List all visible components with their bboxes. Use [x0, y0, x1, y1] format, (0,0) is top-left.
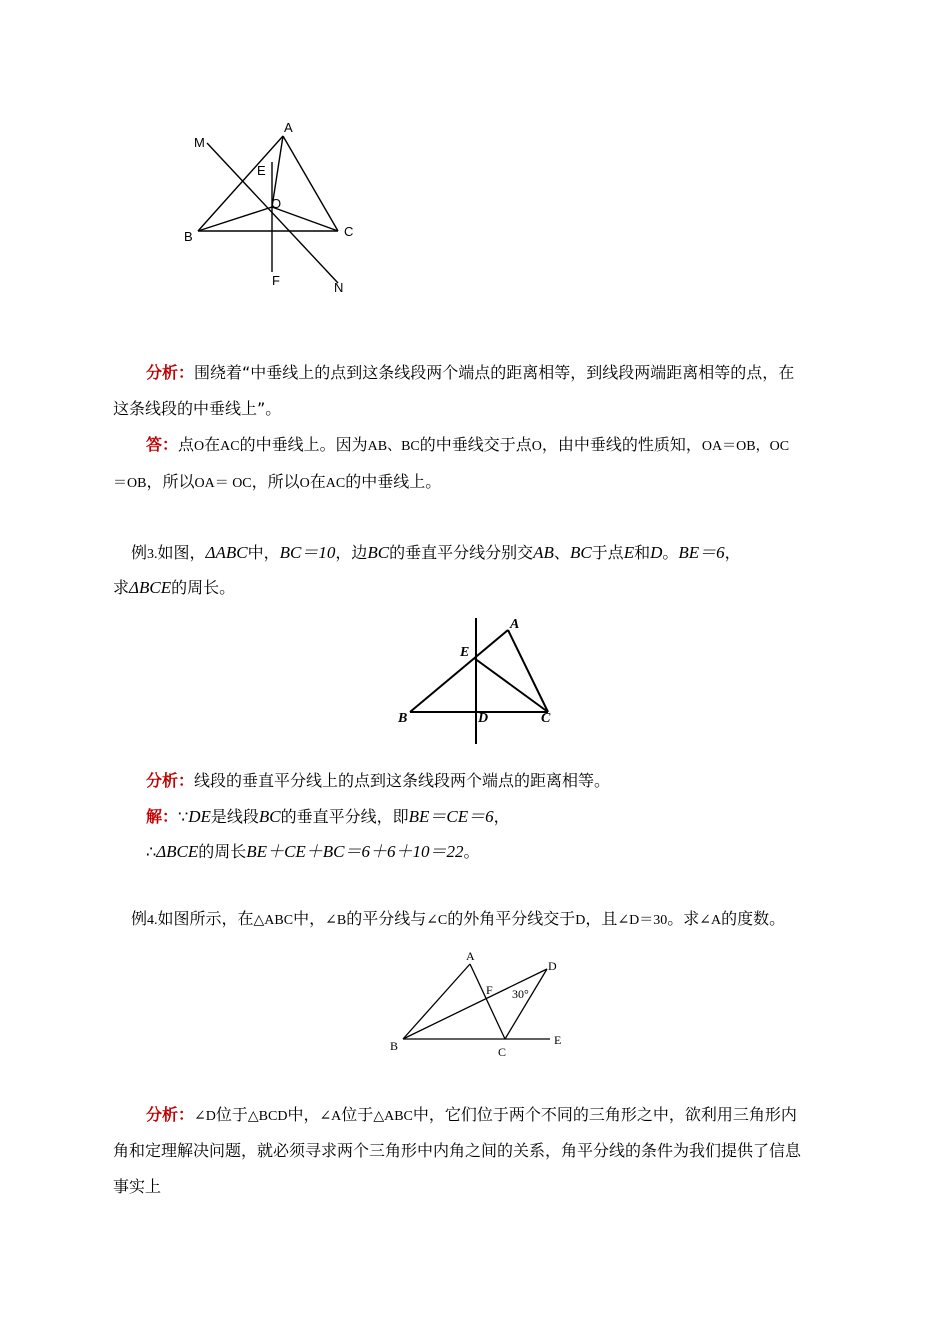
ex3-t16: D	[650, 543, 663, 562]
answer1-l2-t4: ，所以	[251, 472, 300, 491]
ex4-t14: ∠A	[699, 913, 722, 928]
label-E: E	[257, 163, 266, 178]
ex4-t8: ∠C	[426, 913, 448, 928]
ex4-t12: ∠D＝30	[617, 913, 668, 928]
ex4-t11: ，且	[585, 909, 618, 928]
ex4-t4: △ABC	[253, 913, 294, 928]
answer1-line2	[113, 469, 441, 492]
ex4-t9: 的外角平分线交于	[447, 909, 576, 928]
ex4-t10: D	[575, 913, 586, 928]
an3-t5: ∠A	[319, 1109, 342, 1124]
answer1-t2: O	[194, 439, 205, 454]
analysis3-line3	[113, 1174, 161, 1197]
ex3-l2-t1: 求	[113, 578, 130, 597]
figure-angle-bisectors	[0, 940, 950, 1070]
ex3-t18: BE＝6	[678, 543, 725, 562]
analysis3-label: 分析：	[146, 1105, 195, 1124]
answer1-l2-t6: 在	[309, 472, 326, 491]
ex3-t6: BC＝10	[279, 543, 336, 562]
analysis1-line1	[146, 360, 794, 383]
ex3-t13: 于点	[591, 543, 624, 562]
ex4-t5: 中，	[293, 909, 326, 928]
answer1-t4: AC	[220, 439, 240, 454]
sol2-t6: BE＝CE＝6	[408, 807, 494, 826]
analysis2-text: 线段的垂直平分线上的点到这条线段两个端点的距离相等。	[194, 771, 611, 790]
label-F: F	[272, 273, 280, 288]
label-D: D	[548, 959, 557, 973]
ex3-t4: ΔABC	[205, 543, 248, 562]
sol2-l2-t3: 的周长	[198, 842, 247, 861]
answer1-l2-t3: OA＝ OC	[194, 476, 252, 491]
answer1-t9: ，由中垂线的性质知，	[541, 435, 702, 454]
ex3-t9: 的垂直平分线分别交	[389, 543, 534, 562]
analysis1-line2	[113, 396, 281, 419]
segment-BA	[403, 964, 470, 1039]
example3-line2	[113, 575, 235, 598]
answer1-line1	[146, 432, 789, 455]
label-B: B	[398, 711, 408, 726]
label-A: A	[284, 120, 293, 135]
sol2-t1: ∵	[178, 807, 189, 826]
solution2-label: 解：	[146, 807, 179, 826]
ex3-t2: 3.	[147, 547, 158, 562]
ex3-t11: 、	[553, 543, 570, 562]
ex4-t15: 的度数。	[721, 909, 786, 928]
label-A: A	[466, 949, 475, 963]
sol2-t5: 的垂直平分线，即	[280, 807, 409, 826]
example4-line	[131, 906, 785, 929]
figure-perpendicular-bisectors	[0, 0, 950, 310]
analysis3-text3: 事实上	[113, 1177, 162, 1196]
ex3-l2-t3: 的周长。	[171, 578, 236, 597]
segment-AC	[470, 964, 505, 1039]
an3-t2: 位于	[215, 1105, 248, 1124]
label-F: F	[486, 983, 493, 997]
label-D: D	[478, 711, 489, 726]
sol2-t2: DE	[188, 807, 211, 826]
an3-t8: 中，它们位于两个不同的三角形之中，欲利用三角形内	[412, 1105, 797, 1124]
an3-t6: 位于	[341, 1105, 374, 1124]
sol2-l2-t5: 。	[463, 842, 480, 861]
segment-AC	[283, 136, 338, 231]
answer1-t8: O	[531, 439, 542, 454]
sol2-t7: ，	[493, 807, 510, 826]
label-B: B	[390, 1039, 399, 1053]
answer1-label: 答：	[146, 435, 179, 454]
ex4-t6: ∠B	[325, 913, 347, 928]
figure-bce-triangle	[0, 600, 950, 760]
answer1-t6: AB、BC	[367, 439, 420, 454]
ex3-t1: 例	[131, 543, 148, 562]
ex3-t12: BC	[569, 543, 592, 562]
label-M: M	[194, 135, 205, 150]
sol2-l2-t1: ∴	[146, 842, 157, 861]
answer1-l2-t7: AC	[325, 476, 346, 491]
ex4-t3: 如图所示，在	[157, 909, 254, 928]
analysis3-line1	[146, 1102, 797, 1125]
ex3-l2-t2: ΔBCE	[129, 578, 172, 597]
analysis3-line2	[113, 1138, 801, 1161]
figure3-svg	[0, 940, 950, 1070]
an3-t3: △BCD	[247, 1109, 288, 1124]
answer1-t5: 的中垂线上。因为	[239, 435, 368, 454]
ex3-t17: 。	[662, 543, 679, 562]
solution2-line1	[146, 802, 510, 827]
ex3-t5: 中，	[247, 543, 280, 562]
analysis1-text2: 这条线段的中垂线上”。	[113, 399, 282, 418]
sol2-t4: BC	[258, 807, 281, 826]
answer1-l2-t8: 的中垂线上。	[345, 472, 442, 491]
ex3-t3: 如图，	[157, 543, 206, 562]
answer1-t10: OA＝OB，OC	[701, 439, 790, 454]
ex4-t2: 4.	[147, 913, 158, 928]
analysis1-text1: 围绕着“中垂线上的点到这条线段两个端点的距离相等，到线段两端距离相等的点，在	[194, 363, 795, 382]
an3-t7: △ABC	[373, 1109, 413, 1124]
ex3-t15: 和	[634, 543, 651, 562]
ex3-t14: E	[623, 543, 635, 562]
ex3-t7: ，边	[335, 543, 368, 562]
ex4-t7: 的平分线与	[346, 909, 427, 928]
label-angle-30: 30°	[512, 987, 529, 1001]
answer1-t3: 在	[204, 435, 221, 454]
answer1-t1: 点	[178, 435, 195, 454]
figure2-svg	[0, 600, 950, 760]
analysis2-label: 分析：	[146, 771, 195, 790]
label-C: C	[498, 1045, 507, 1059]
answer1-l2-t1: ＝OB	[113, 476, 147, 491]
an3-t1: ∠D	[194, 1109, 216, 1124]
analysis2-line	[146, 768, 610, 791]
example3-line1	[131, 538, 741, 563]
label-O: O	[271, 196, 282, 211]
analysis1-label: 分析：	[146, 363, 195, 382]
label-E: E	[460, 645, 470, 660]
ex3-t19: ，	[724, 543, 741, 562]
sol2-t3: 是线段	[210, 807, 259, 826]
label-A: A	[510, 617, 520, 632]
ex3-t10: AB	[533, 543, 554, 562]
label-E: E	[554, 1033, 562, 1047]
answer1-l2-t2: ，所以	[146, 472, 195, 491]
segment-EC	[474, 658, 548, 712]
ex4-t1: 例	[131, 909, 148, 928]
solution2-line2	[146, 837, 480, 862]
segment-AC	[508, 630, 548, 712]
segment-OC	[272, 207, 338, 231]
answer1-t7: 的中垂线交于点	[419, 435, 532, 454]
answer1-l2-t5: O	[299, 476, 310, 491]
an3-t4: 中，	[287, 1105, 320, 1124]
ex4-t13: 。求	[667, 909, 700, 928]
sol2-l2-t4: BE＋CE＋BC＝6＋6＋10＝22	[246, 842, 464, 861]
label-C: C	[344, 224, 354, 239]
analysis3-text2: 角和定理解决问题，就必须寻求两个三角形中内角之间的关系，角平分线的条件为我们提供了信息	[113, 1141, 802, 1160]
label-B: B	[184, 229, 193, 244]
figure1-svg	[0, 0, 950, 310]
label-N: N	[334, 280, 344, 295]
sol2-l2-t2: ΔBCE	[156, 842, 199, 861]
ex3-t8: BC	[367, 543, 390, 562]
label-C: C	[541, 711, 551, 726]
